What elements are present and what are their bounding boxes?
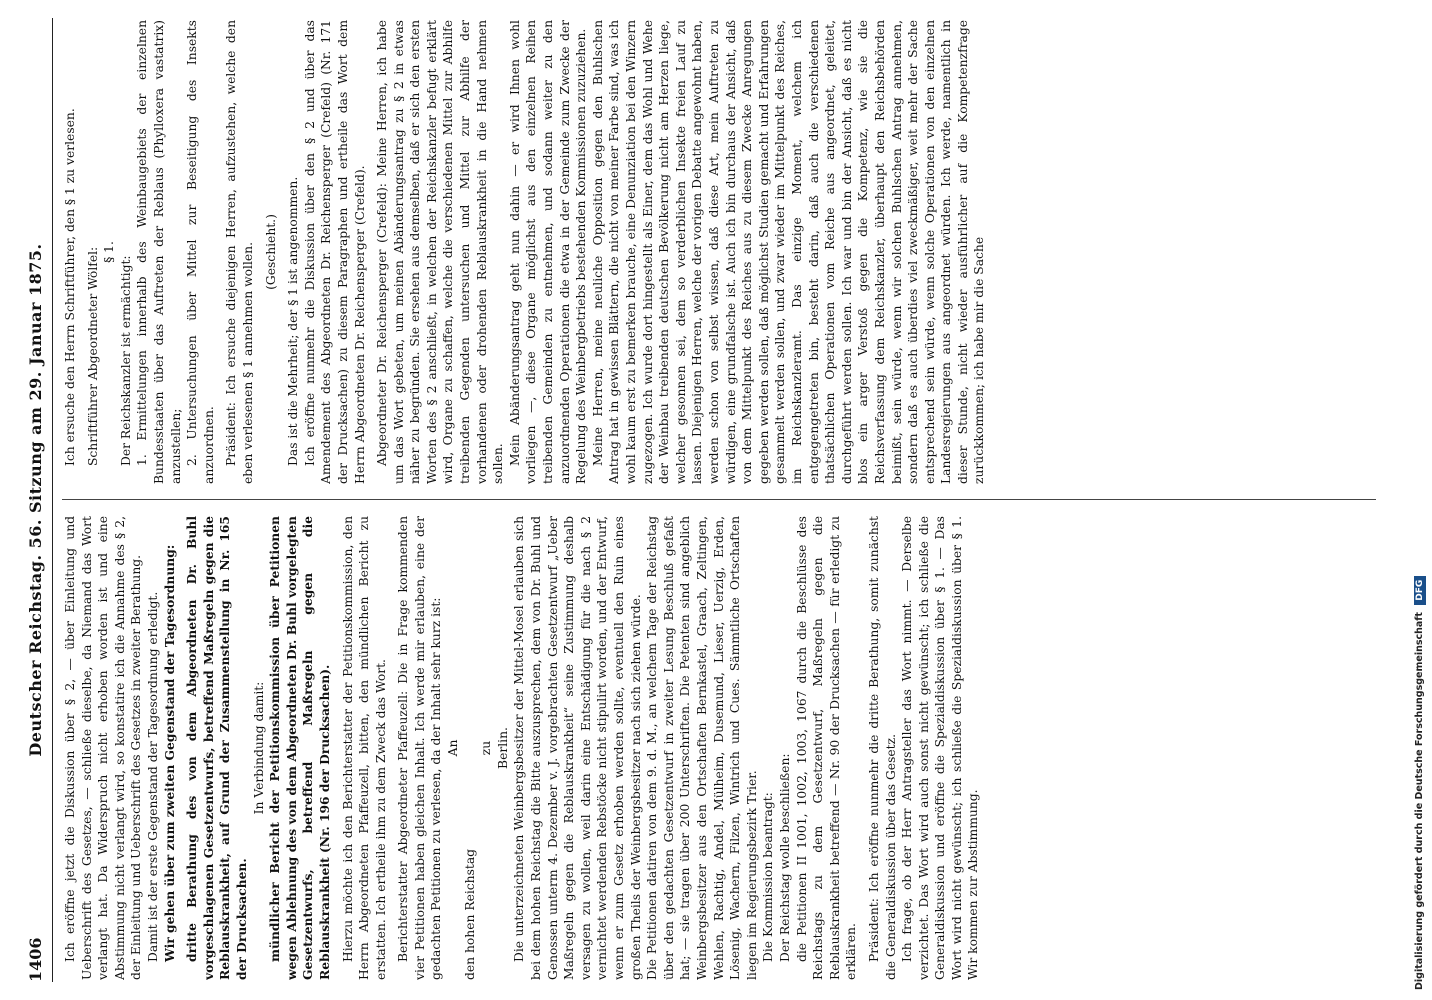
paragraph: Ich ersuche den Herrn Schriftführer, den § 1 zu verlesen. [63,108,77,466]
paragraph: die Petitionen II 1001, 1002, 1003, 1067 durch die Beschlüsse des Reichstags zu dem Gesetzentwurf, Maßregeln gegen die Reblauskrankheit betreffend — Nr. 90 der Drucksachen — für erledigt zu erklären. [794,516,859,980]
paragraph: (Geschieht.) [263,214,278,290]
paragraph: Wir gehen über zum zweiten Gegenstand der Tagesordnung: [161,544,177,962]
paragraph: Berichterstatter Abgeordneter Pfaffeuzell: Die in Frage kommenden vier Petitionen haben gleichen Inhalt. Ich werde mir erlauben, eine der gedachten Petitionen zu verlesen, da der Inhalt sehr kurz ist: [396,516,444,980]
paragraph: Präsident: Ich eröffne nunmehr die dritte Berathung, somit zunächst die Generaldiskussion über das Gesetz. [866,516,898,980]
paragraph: Präsident: Ich ersuche diejenigen Herren, aufzustehen, welche den eben verlesenen § 1 annehmen wollen. [224,20,255,484]
address-line: zu [479,740,494,756]
column-divider [62,499,1376,500]
paragraph: Die Kommission beantragt: [761,792,776,962]
paragraph: Hierzu möchte ich den Berichterstatter der Petitionskommission, den Herrn Abgeordneten Pfaffeuzell, bitten, den mündlichen Bericht zu erstatten. Ich ertheile ihm zu dem Zweck das Wort. [340,516,388,980]
paragraph: Der Reichstag wolle beschließen: [777,753,792,962]
header-title: Deutscher Reichstag. 56. Sitzung am 29. Januar 1875. [26,243,45,757]
agenda-item: mündlicher Bericht der Petitionskommission über Petitionen wegen Ablehnung des von dem Abgeordneten Dr. Buhl vorgelegten Gesetzentwurfs, betreffend Maßregeln gegen die Reblauskrankheit (Nr. 196 der Drucksachen). [267,516,332,980]
paragraph: Damit ist der erste Gegenstand der Tagesordnung erledigt. [145,591,160,962]
paragraph: Ich frage, ob der Herr Antragsteller das Wort nimmt. — Derselbe verzichtet. Das Wort wird auch sonst nicht gewünscht; ich schließe die Generaldiskussion und eröffne die Spezialdiskussion über § 1. — Das Wort wird nicht gewünscht; ich schließe die Spezialdiskussion über § 1. Wir kommen zur Abstimmung. [900,516,981,980]
paragraph: Die Petitionen datiren von dem 9. d. M., an welchem Tage der Reichstag über den gedachten Gesetzentwurf in zweiter Lesung Beschluß gefaßt hat; — sie tragen über 200 Unterschriften. Die Petenten sind angeblich Weinbergsbesitzer aus den Ortschaften Bernkastel, Graach, Zeltingen, Wehlen, Rachtig, Andel, Mülheim, Dusemund, Lieser, Uerzig, Erden, Lösenig, Wachern, Filzen, Wintrich und Cues. Sämmtliche Ortschaften liegen im Regierungsbezirk Trier. [645,516,759,980]
paragraph: Der Reichskanzler ist ermächtigt: [118,255,133,466]
agenda-item: dritte Berathung des von dem Abgeordneten Dr. Buhl vorgeschlagenen Gesetzentwurfs, betreffend Maßregeln gegen die Reblauskrankheit, auf Grund der Zusammenstellung in Nr. 165 der Drucksachen. [184,516,249,980]
dfg-logo: DFG [1414,576,1426,605]
address-line: den hohen Reichstag [462,848,477,980]
paragraph: Schriftführer Abgeordneter Wölfel: [85,246,100,466]
paragraph: Das ist die Mehrheit; der § 1 ist angenommen. [286,176,301,466]
right-column [62,20,1380,484]
list-item: 1. Ermittelungen innerhalb des Weinbaugebiets der einzelnen Bundesstaaten über das Auftreten der Reblaus (Phylloxera vastatrix) anzustellen; [135,20,183,484]
credit-text: Digitalisierung gefördert durch die Deutsche Forschungsgemeinschaft [1414,612,1425,990]
paragraph: Mein Abänderungsantrag geht nun dahin — er wird Ihnen wohl vorliegen —, diese Organe möglichst aus den einzelnen Reihen treibenden Gemeinden zu entnehmen, und sodann weiter zu den anzuordnenden Operationen die etwa in der Gemeinde zum Zwecke der Regelung des Weinbergbetriebs bestehenden Kommissionen zuzuziehen. [507,20,589,484]
left-column [62,516,1380,980]
paragraph: In Verbindung damit: [251,681,266,815]
paragraph: Abgeordneter Dr. Reichensperger (Crefeld): Meine Herren, ich habe um das Wort gebeten, um meinen Abänderungsantrag zu § 2 in etwas näher zu begründen. Sie ersehen aus demselben, daß er sich den ersten Worten des § 2 anschließt, in welchen der Reichskanzler befugt erklärt wird, Organe zu schaffen, welche die verschiedenen Mittel zur Abhilfe treibenden Gegenden untersuchen und Mittel zur Abhilfe der vorhandenen oder drohenden Reblauskrankheit in die Hand nehmen sollen. [375,20,506,484]
list-item: 2. Untersuchungen über Mittel zur Beseitigung des Insekts anzuordnen. [185,20,216,484]
page-header [22,18,53,982]
petition-text: Die unterzeichneten Weinbergsbesitzer der Mittel-Mosel erlauben sich bei dem hohen Reichstag die Bitte auszusprechen, dem von Dr. Buhl und Genossen unterm 4. Dezember v. J. vorgebrachten Gesetzentwurf „Ueber Maßregeln gegen die Reblauskrankheit“ seine Zustimmung deshalb versagen zu wollen, weil darin eine Entschädigung für die nach § 2 vernichtet werdenden Rebstöcke nicht stipulirt worden, und der Entwurf, wenn er zum Gesetz erhoben werden sollte, eventuell den Ruin eines großen Theils der Weinbergsbesitzer nach sich ziehen würde. [512,516,643,980]
paragraph: Ich eröffne jetzt die Diskussion über § 2, — über Einleitung und Ueberschrift des Gesetzes, — schließe dieselbe, da Niemand das Wort verlangt hat. Da Widerspruch nicht erhoben worden ist und eine Abstimmung nicht verlangt wird, so konstatire ich die Annahme des § 2, der Einleitung und Ueberschrift des Gesetzes in zweiter Berathung. [63,516,144,980]
digitization-credit [1414,0,1426,1000]
address-line: An [446,739,461,757]
paragraph: Ich eröffne nunmehr die Diskussion über den § 2 und über das Amendement des Abgeordneten Dr. Reichensperger (Crefeld) (Nr. 171 der Drucksachen) zu diesem Paragraphen und ertheile das Wort dem Herrn Abgeordneten Dr. Reichensperger (Crefeld). [302,20,367,484]
section-heading: § 1. [102,241,117,263]
page-number: 1406 [26,937,45,982]
address-line: Berlin. [495,727,510,769]
paragraph: Meine Herren, meine neuliche Opposition gegen den Buhlschen Antrag hat in gewissen Blättern, die nicht von meiner Farbe sind, was ich wohl kaum erst zu bemerken brauche, eine Denunziation bei den Winzern zugezogen. Ich wurde dort hingestellt als Einer, dem das Wohl und Wehe der Weinbau treibenden deutschen Bevölkerung nicht am Herzen liege, welcher gesonnen sei, dem so verderblichen Insekte freien Lauf zu lassen. Diejenigen Herren, welche der vorigen Debatte angewohnt haben, werden schon von selbst wissen, daß diese Art, mein Auftreten zu würdigen, eine grundfalsche ist. Auch ich bin durchaus der Ansicht, daß von dem Mittelpunkt des Reiches aus zu diesem Zwecke Anregungen gegeben werden sollen, daß möglichst Studien gemacht und Erfahrungen gesammelt werden sollen, und zwar wieder im Mittelpunkt des Reiches, im Reichskanzleramt. Das einzige Moment, welchem ich entgegengetreten bin, besteht darin, daß auch die verschiedenen thatsächlichen Operationen vom Reiche aus angeordnet, geleitet, durchgeführt werden sollen. Ich war und bin der Ansicht, daß es nicht blos ein arger Verstoß gegen die Kompetenz, wie sie die Reichsverfassung dem Reichskanzler, überhaupt den Reichsbehörden beimißt, sein würde, wenn wir solchen Buhlschen Antrag annehmen, sondern daß es auch überdies viel zweckmäßiger, weit mehr der Sache entsprechend sein würde, wenn solche Operationen von den einzelnen Landesregierungen aus angeordnet würden. Ich werde, namentlich in dieser Stunde, nicht wieder ausführlicher auf die Kompetenzfrage zurückkommen; ich habe mir die Sache [590,20,987,484]
